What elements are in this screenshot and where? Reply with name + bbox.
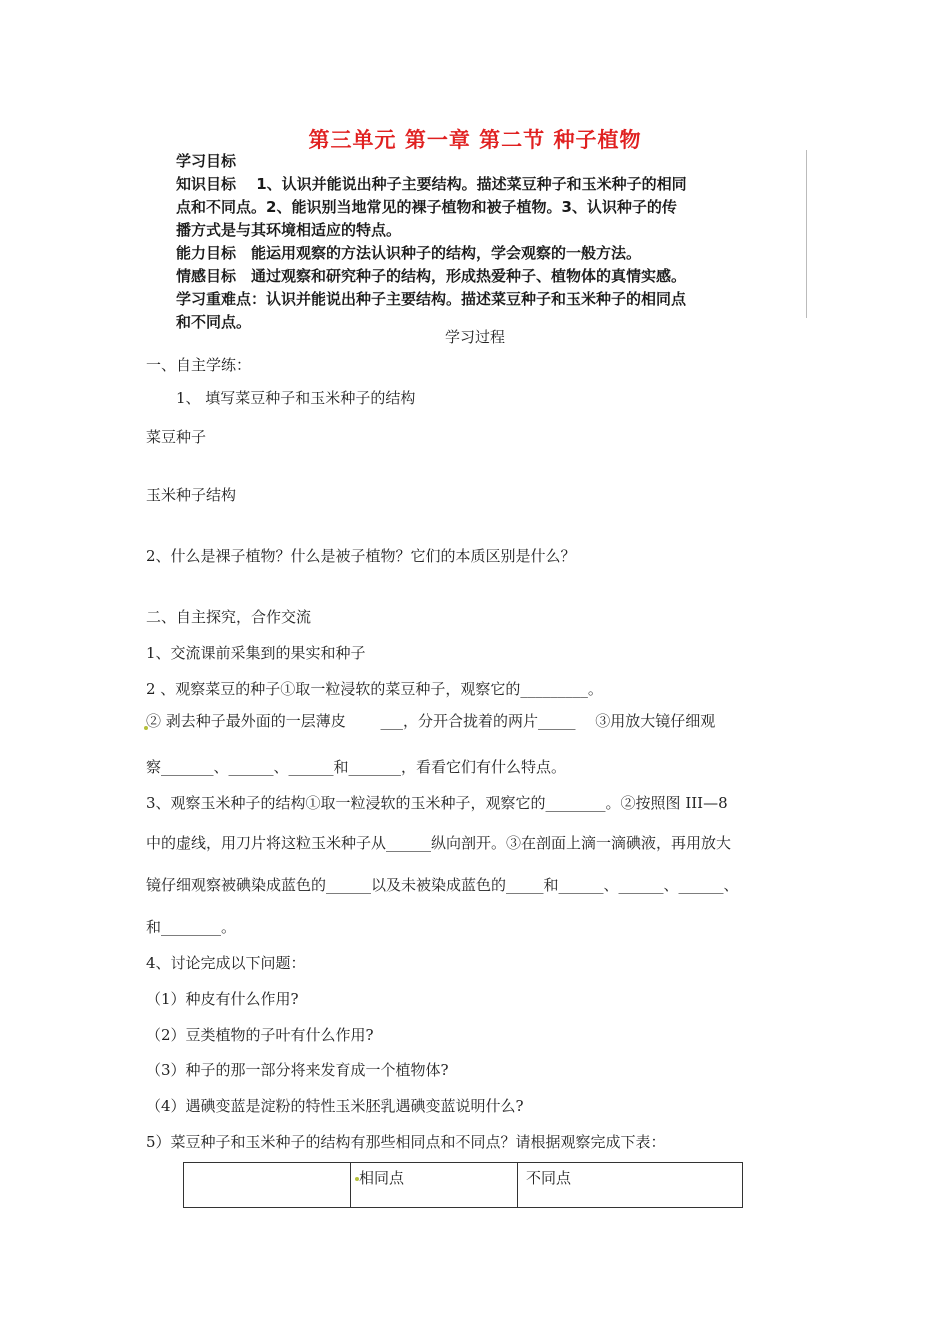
item-3-line-4: 和________。: [146, 918, 237, 936]
discussion-q5: 5）菜豆种子和玉米种子的结构有那些相同点和不同点？请根据观察完成下表：: [146, 1133, 666, 1151]
page-title: 第三单元 第一章 第二节 种子植物: [308, 128, 642, 152]
goals-heading: 学习目标: [176, 152, 237, 170]
item-2-line-2: ② 剥去种子最外面的一层薄皮 ___，分开合拢着的两片_____ ③用放大镜仔细观: [146, 712, 716, 730]
comparison-table: [183, 1162, 743, 1208]
table-row: [184, 1163, 743, 1208]
item-4: 4、讨论完成以下问题：: [146, 954, 306, 972]
learning-goals-box: [176, 150, 756, 334]
section-1-heading: 一、自主学练：: [146, 356, 252, 374]
item-3-line-2: 中的虚线，用刀片将这粒玉米种子从______纵向剖开。③在剖面上滴一滴碘液，再用放大: [146, 834, 732, 852]
discussion-q2: （2）豆类植物的子叶有什么作用?: [146, 1026, 374, 1044]
corn-seed-label: 玉米种子结构: [146, 486, 237, 504]
same-points-label: 相同点: [359, 1169, 405, 1187]
key-points-line-1: 学习重难点：认识并能说出种子主要结构。描述菜豆种子和玉米种子的相同点: [176, 290, 687, 308]
table-cell-blank[interactable]: [184, 1163, 351, 1208]
discussion-q1: （1）种皮有什么作用?: [146, 990, 299, 1008]
table-header-same: [351, 1163, 518, 1208]
item-2-line-3: 察_______、______、______和_______，看看它们有什么特点。: [146, 758, 567, 776]
question-2: 2、什么是裸子植物？什么是被子植物？它们的本质区别是什么？: [146, 547, 576, 565]
knowledge-goal-line-3: 播方式是与其环境相适应的特点。: [176, 221, 402, 239]
item-2: 2 、观察菜豆的种子①取一粒浸软的菜豆种子，观察它的_________。: [146, 680, 603, 698]
different-points-label: 不同点: [526, 1169, 572, 1187]
process-heading: 学习过程: [444, 328, 505, 346]
bean-seed-label: 菜豆种子: [146, 428, 207, 446]
knowledge-goal-line-1: 知识目标 1、认识并能说出种子主要结构。描述菜豆种子和玉米种子的相同: [176, 175, 687, 193]
emotion-goal: 情感目标 通过观察和研究种子的结构，形成热爱种子、植物体的真情实感。: [176, 267, 687, 285]
question-1: 1、 填写菜豆种子和玉米种子的结构: [176, 389, 416, 407]
item-1: 1、交流课前采集到的果实和种子: [146, 644, 366, 662]
key-points-line-2: 和不同点。: [176, 313, 252, 331]
item-3-line-1: 3、观察玉米种子的结构①取一粒浸软的玉米种子，观察它的________。②按照图 III—8: [146, 794, 728, 812]
discussion-q4: （4）遇碘变蓝是淀粉的特性玉米胚乳遇碘变蓝说明什么?: [146, 1097, 524, 1115]
edit-mark: [355, 1177, 359, 1181]
knowledge-goal-line-2: 点和不同点。2、能识别当地常见的裸子植物和被子植物。3、认识种子的传: [176, 198, 677, 216]
table-header-different: [518, 1163, 743, 1208]
section-2-heading: 二、自主探究，合作交流: [146, 608, 312, 626]
item-3-line-3: 镜仔细观察被碘染成蓝色的______以及未被染成蓝色的_____和______、______、______、: [146, 876, 739, 894]
goals-box-border: [806, 150, 807, 318]
ability-goal: 能力目标 能运用观察的方法认识种子的结构，学会观察的一般方法。: [176, 244, 642, 262]
discussion-q3: （3）种子的那一部分将来发育成一个植物体?: [146, 1061, 449, 1079]
